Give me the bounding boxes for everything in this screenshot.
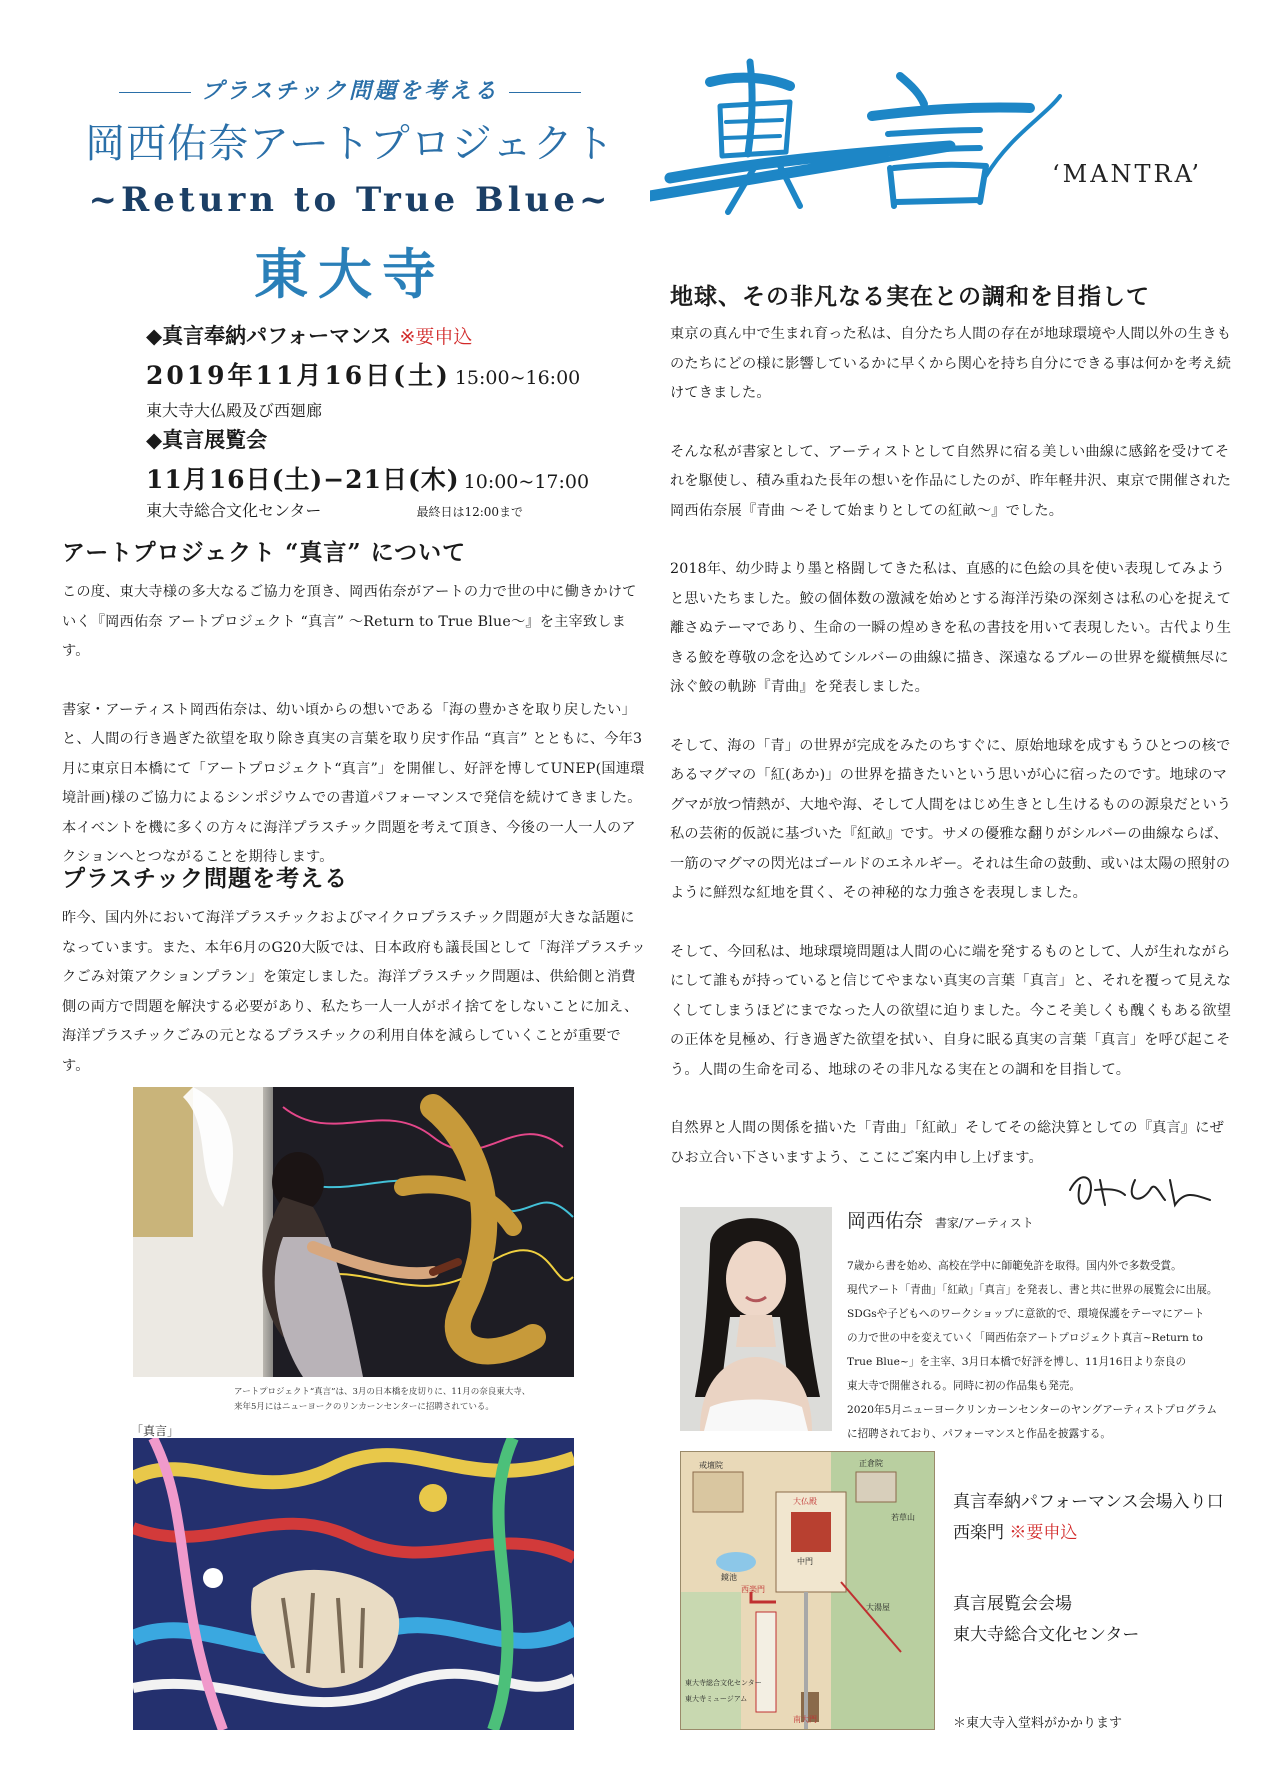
- artwork-photo: [133, 1438, 574, 1730]
- fee-note: ＊東大寺入堂料がかかります: [953, 1716, 1123, 1731]
- statement-paragraph-4: そして、海の「青」の世界が完成をみたのちすぐに、原始地球を成すもうひとつの核であるマグマの「紅(あか)」の世界を描きたいという思いが心に宿ったのです。地球のマグマが放つ情熱が、大地や海、そして人間をはじめ生きとし生けるものの源泉だという私の芸術的仮説に基づいた『紅畝』です。サメの優雅な翻りがシルバーの曲線ならば、一筋のマグマの閃光はゴールドのエネルギー。それは生命の鼓動、或いは太陽の照射のように鮮烈な紅地を貫く、その神秘的な力強さを表現しました。: [670, 737, 1232, 901]
- map-label-shosoin: 正倉院: [859, 1459, 883, 1468]
- event-title: ◆真言奉納パフォーマンス: [146, 323, 392, 348]
- bio-line: の力で世の中を変えていく「岡西佑奈アートプロジェクト真言~Return to: [847, 1332, 1203, 1344]
- bio-line: 東大寺で開催される。同時に初の作品集も発売。: [847, 1380, 1081, 1392]
- plastic-heading: プラスチック問題を考える: [62, 865, 349, 892]
- bio-text: [847, 1254, 1247, 1446]
- bio-line: に招聘されており、パフォーマンスと作品を披露する。: [847, 1428, 1111, 1440]
- statement-paragraph-5: そして、今回私は、地球環境問題は人間の心に端を発するものとして、人が生れながらにして誰もが持っていると信じてやまない真実の言葉「真言」と、それを覆って見えなくしてしまうほどにまでなった人の欲望に迫りました。今こそ美しくも醜くもある欲望の正体を見極め、行き過ぎた欲望を拭い、自身に眠る真実の言葉「真言」を呼び起こそう。人間の生命を司る、地球のその非凡なる実在との調和を目指して。: [670, 943, 1232, 1078]
- venue-perf-gate: 西楽門: [953, 1523, 1004, 1543]
- event-place-row: [146, 498, 589, 521]
- statement-heading: 地球、その非凡なる実在との調和を目指して: [670, 283, 1150, 310]
- event-heading: ◆真言展覧会: [146, 427, 268, 452]
- map-label-nandaimon: 南大門: [793, 1715, 817, 1724]
- artwork-photo-art: [133, 1438, 574, 1730]
- statement-paragraph-2: そんな私が書家として、アーティストとして自然界に宿る美しい曲線に感銘を受けてそれを駆使し、積み重ねた長年の想いを作品にしたのが、昨年軽井沢、東京で開催された岡西佑奈展『青曲 ～そして始まりとしての紅畝～』でした。: [670, 443, 1232, 519]
- bio-line: SDGsや子どもへのワークショップに意欲的で、環境保護をテーマにアート: [847, 1308, 1205, 1320]
- venue-perf-title: 真言奉納パフォーマンス会場入り口: [953, 1492, 1224, 1512]
- map-label-museum: 東大寺ミュージアム: [685, 1695, 748, 1703]
- map-label-wakakusa: 若草山: [891, 1513, 915, 1522]
- mantra-calligraphy-logo: [650, 56, 1070, 226]
- venue-exhibition: [953, 1589, 1139, 1651]
- map-label-nishiraku-gate: 西楽門: [741, 1585, 765, 1594]
- kicker-rule-right: [509, 92, 581, 93]
- event-heading: [146, 320, 580, 350]
- map-label-kagami-pond: 鏡池: [721, 1573, 737, 1582]
- venue-perf-gate-row: [953, 1518, 1224, 1549]
- bio-line: 現代アート「青曲」「紅畝」「真言」を発表し、書と共に世界の展覧会に出展。: [847, 1284, 1218, 1296]
- event-date-text: 2019年11月16日(土): [146, 361, 451, 390]
- kicker-rule-left: [119, 92, 191, 93]
- plastic-paragraph: 昨今、国内外において海洋プラスチックおよびマイクロプラスチック問題が大きな話題になっています。また、本年6月のG20大阪では、日本政府も議長国として「海洋プラスチックごみ対策アクションプラン」を策定しました。海洋プラスチック問題は、供給側と消費側の両方で問題を解決する必要があり、私たち一人一人がポイ捨てをしないことに加え、海洋プラスチックごみの元となるプラスチックの利用自体を減らしていくことが重要です。: [62, 910, 646, 1074]
- artist-portrait: [680, 1207, 832, 1431]
- map-label-oyuya: 大湯屋: [866, 1603, 890, 1612]
- event-place: 東大寺総合文化センター: [146, 501, 322, 520]
- map-label-chumon: 中門: [797, 1557, 813, 1566]
- event-place: 東大寺大仏殿及び西廻廊: [146, 401, 323, 420]
- map-art: [681, 1452, 935, 1730]
- required-badge: ※要申込: [1009, 1523, 1078, 1543]
- performance-photo: [133, 1087, 574, 1377]
- artwork-label: 「真言」: [131, 1424, 180, 1438]
- map-label-culture-center: 東大寺総合文化センター: [685, 1679, 762, 1687]
- venue-performance: [953, 1487, 1224, 1549]
- portrait-art: [680, 1207, 832, 1431]
- about-paragraph-1: この度、東大寺様の多大なるご協力を頂き、岡西佑奈がアートの力で世の中に働きかけていく『岡西佑奈 アートプロジェクト “真言” ～Return to True Blue～』を主宰致します。: [62, 584, 637, 659]
- event-note: 最終日は12:00まで: [416, 505, 524, 519]
- header-kicker: [100, 74, 600, 105]
- event-performance: [146, 320, 580, 421]
- event-date: [146, 356, 580, 392]
- event-time: 15:00~16:00: [454, 367, 581, 389]
- caption-line-2: 来年5月にはニューヨークのリンカーンセンターに招聘されている。: [234, 1402, 494, 1412]
- about-heading: アートプロジェクト “真言” について: [62, 539, 467, 566]
- about-body: [62, 578, 648, 902]
- temple-title: 東大寺: [254, 242, 446, 306]
- statement-paragraph-1: 東京の真ん中で生まれ育った私は、自分たち人間の存在が地球環境や人間以外の生きものたちにどの様に影響しているかに早くから関心を持ち自分にできる事は何かを考え続けてきました。: [670, 326, 1232, 401]
- event-exhibition: [146, 424, 589, 521]
- statement-paragraph-3: 2018年、幼少時より墨と格闘してきた私は、直感的に色絵の具を使い表現してみようと思いたちました。鮫の個体数の激減を始めとする海洋汚染の深刻さは私の心を捉えて離さぬテーマであり、生命の一瞬の煌めきを私の書技を用いて表現したい。古代より生きる鮫を尊敬の念を込めてシルバーの曲線に描き、深遠なるブルーの世界を縦横無尽に泳ぐ鮫の軌跡『青曲』を発表しました。: [670, 561, 1232, 695]
- photo-caption: [234, 1385, 530, 1415]
- performance-photo-art: [133, 1087, 574, 1377]
- venue-exhibit-title: 真言展覧会会場: [953, 1594, 1072, 1614]
- event-date-text: 11月16日(土)−21日(木): [146, 465, 460, 494]
- event-date: [146, 460, 589, 496]
- statement-body: [670, 320, 1232, 1202]
- project-title: 岡西佑奈アートプロジェクト: [85, 121, 615, 167]
- about-paragraph-2: 書家・アーティスト岡西佑奈は、幼い頃からの想いである「海の豊かさを取り戻したい」と、人間の行き過ぎた欲望を取り除き真実の言葉を取り戻す作品 “真言” とともに、今年3月に東京日本橋にて「アートプロジェクト“真言”」を開催し、好評を博してUNEP(国連環境計画)様のご協力によるシンポジウムでの書道パフォーマンスで発信を続けてきました。本イベントを機に多くの方々に海洋プラスチック問題を考えて頂き、今後の一人一人のアクションへとつながることを期待します。: [62, 701, 645, 865]
- bio-line: True Blue~」を主宰、3月日本橋で好評を博し、11月16日より奈良の: [847, 1356, 1187, 1368]
- bio-role: 書家/アーティスト: [935, 1216, 1034, 1230]
- plastic-body: [62, 904, 648, 1110]
- temple-map: [680, 1451, 935, 1730]
- artist-signature: [1065, 1160, 1215, 1220]
- required-badge: ※要申込: [399, 326, 473, 348]
- bio-line: 2020年5月ニューヨークリンカーンセンターのヤングアーティストプログラム: [847, 1404, 1218, 1416]
- bio-line: 7歳から書を始め、高校在学中に師範免許を取得。国内外で多数受賞。: [847, 1260, 1182, 1272]
- map-label-daibutsuden: 大仏殿: [793, 1497, 817, 1506]
- kicker-text: プラスチック問題を考える: [200, 78, 500, 104]
- bio-name: 岡西佑奈: [847, 1210, 924, 1232]
- mantra-english: ‘MANTRA’: [1052, 160, 1203, 188]
- map-label-kaidanin: 戒壇院: [699, 1461, 723, 1470]
- statement-paragraph-6: 自然界と人間の関係を描いた「青曲」「紅畝」そしてその総決算としての『真言』にぜひお立合い下さいますよう、ここにご案内申し上げます。: [670, 1120, 1225, 1166]
- project-subtitle: ~Return to True Blue~: [88, 180, 612, 220]
- event-time: 10:00~17:00: [463, 471, 590, 493]
- venue-exhibit-place: 東大寺総合文化センター: [953, 1625, 1140, 1645]
- bio-name-row: [847, 1206, 1034, 1233]
- caption-line-1: アートプロジェクト“真言”は、3月の日本橋を皮切りに、11月の奈良東大寺、: [234, 1387, 531, 1397]
